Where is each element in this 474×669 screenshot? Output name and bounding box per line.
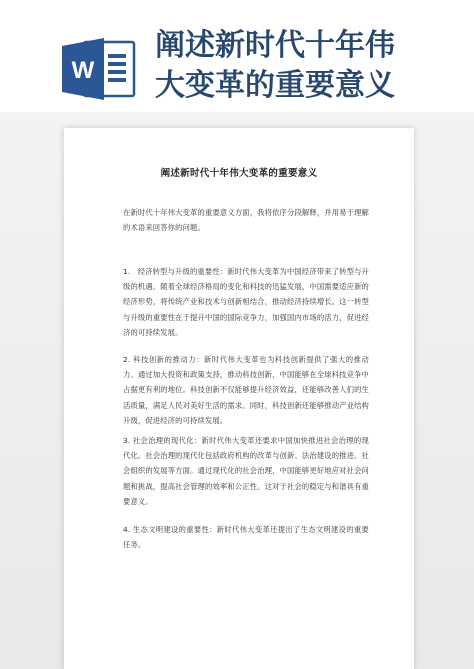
page-title-line-1: 阐述新时代十年伟 bbox=[155, 28, 395, 63]
page-title-line-2: 大变革的重要意义 bbox=[155, 68, 395, 103]
document-paragraph-1: 1. 经济转型与升级的重要性：新时代伟大变革为中国经济带来了转型与升级的机遇。随着全球经济格局的变化和科技的迅猛发展，中国需要适应新的经济形势，将传统产业和技术与创新相结合，推动经济持续增长。这一转型与升级的重要性在于提升中国的国际竞争力，加强国内市场的活力，促进经济的可持续发展。 bbox=[123, 267, 369, 337]
header-banner bbox=[0, 0, 474, 112]
word-document-icon bbox=[62, 38, 136, 100]
document-paragraph-4: 4. 生态文明建设的重要性：新时代伟大变革还提出了生态文明建设的重要任务。 bbox=[123, 525, 369, 550]
page-title bbox=[155, 26, 465, 106]
document-title: 阐述新时代十年伟大变革的重要意义 bbox=[160, 168, 318, 179]
document-page bbox=[64, 128, 414, 669]
document-paragraph-intro: 在新时代十年伟大变革的重要意义方面，我将依序分段解释，并用易于理解的术语来回答你的问题。 bbox=[123, 208, 369, 233]
word-icon-letter: W bbox=[71, 57, 95, 84]
document-paragraph-2: 2. 科技创新的推动力：新时代伟大变革也为科技创新提供了强大的推动力。通过加大投资和政策支持，推动科技创新，中国能够在全球科技竞争中占据更有利的地位。科技创新不仅能够提升经济效益，还能够改善人们的生活质量，满足人民对美好生活的需求。同时，科技创新还能够推动产业结构升级，促进经济的可持续发展。 bbox=[123, 355, 369, 425]
document-paragraph-3: 3. 社会治理的现代化：新时代伟大变革还要求中国加快推进社会治理的现代化。社会治理的现代化包括政府机构的改革与创新、法治建设的推进、社会组织的发展等方面。通过现代化的社会治理，中国能够更好地应对社会问题和挑战，提高社会管理的效率和公正性。这对于社会的稳定与和谐具有重要意义。 bbox=[123, 436, 369, 506]
